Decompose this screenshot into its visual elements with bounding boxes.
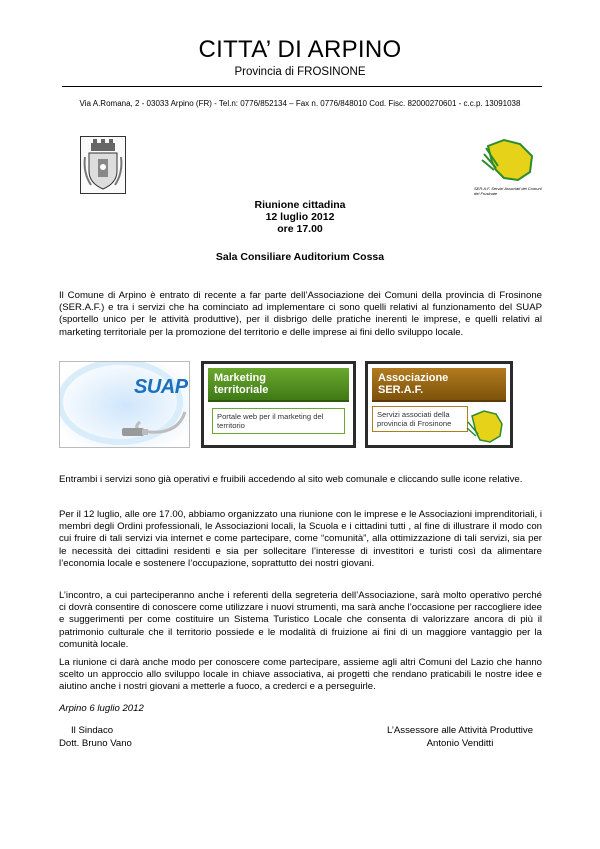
signature-assessore bbox=[370, 725, 550, 750]
paragraph-intro: Il Comune di Arpino è entrato di recente a far parte dell’Associazione dei Comuni della provincia di Frosinone (SER.A.F.) e tra i servizi che ha cominciato ad implementare ci sono quelli relativi al funzionamento del SUAP (sportello unico per le attività produttive), per il disbrigo delle pratiche inerenti le imprese, e quelli relativi al marketing territoriale per la promozione del territorio e delle imprese ai fini dello sviluppo locale. bbox=[59, 290, 542, 338]
meeting-title: Riunione cittadina bbox=[254, 199, 346, 211]
signature-sindaco bbox=[59, 725, 132, 750]
meeting-date: 12 luglio 2012 bbox=[265, 211, 335, 223]
paragraph-services: Entrambi i servizi sono già operativi e fruibili accedendo al sito web comunale e cliccando sulle icone relative. bbox=[59, 474, 523, 485]
marketing-title-line2: territoriale bbox=[214, 384, 269, 396]
marketing-title-line1: Marketing bbox=[214, 372, 266, 384]
suap-banner[interactable] bbox=[59, 361, 190, 448]
meeting-heading bbox=[0, 199, 600, 235]
province-subtitle: Provincia di FROSINONE bbox=[234, 66, 366, 78]
paragraph-lazio: La riunione ci darà anche modo per conoscere come partecipare, assieme agli altri Comuni del Lazio che hanno scelto un approccio allo sviluppo locale in chiave associativa, ai progetti che rendano praticabili le nostre idee e aiutino anche i nostri giovani a metterle a fuoco, a crederci e a perseguirle. bbox=[59, 657, 542, 693]
sindaco-role: Il Sindaco bbox=[71, 725, 114, 736]
marketing-subtitle: Portale web per il marketing del territorio bbox=[212, 408, 345, 434]
associazione-banner[interactable] bbox=[365, 361, 513, 448]
address-line: Via A.Romana, 2 - 03033 Arpino (FR) - Tel.n: 0776/852134 – Fax n. 0776/848010 Cod. Fisc. 82000270601 - c.c.p. 13091038 bbox=[79, 99, 521, 108]
paragraph-incontro: L’incontro, a cui parteciperanno anche i referenti della segreteria dell’Associazione, sarà molto operativo perché ci dovrà consentire di conoscere come utilizzare i nuovi strumenti, ma sarà anche l’occasione per raccogliere idee e suggerimenti per come costituire un Sistema Turistico Locale che consenta di valorizzare ancora di più il patrimonio culturale che il territorio possiede e le modalità di fruizione ai fini di un maggiore vantaggio per la comunità locale. bbox=[59, 590, 542, 650]
document-date: Arpino 6 luglio 2012 bbox=[59, 703, 144, 714]
sindaco-name: Dott. Bruno Vano bbox=[59, 737, 132, 749]
assessore-name: Antonio Venditti bbox=[426, 737, 494, 749]
associazione-title-line2: SER.A.F. bbox=[378, 384, 424, 396]
marketing-banner-header bbox=[208, 368, 349, 402]
paragraph-meeting: Per il 12 luglio, alle ore 17.00, abbiamo organizzato una riunione con le imprese e le Associazioni imprenditoriali, i membri degli Ordini professionali, le Associazioni locali, la Scuola e i cittadini tutti , al fine di illustrare il modo con cui fruire di tali servizi via internet e come partecipare, come “comunità”, alla ottimizzazione di tali servizi, sia per le necessità dei cittadini residenti e sia per sollecitare l’interesse di investitori e turisti così da alimentare l’economia locale e sostenere l’occupazione, soprattutto dei nostri giovani. bbox=[59, 509, 542, 569]
header-divider bbox=[62, 86, 542, 87]
suap-label: SUAP bbox=[134, 376, 188, 398]
province-map-icon bbox=[464, 408, 506, 446]
usb-cable-icon bbox=[60, 362, 190, 448]
associazione-banner-header bbox=[372, 368, 506, 402]
page-title: CITTA’ DI ARPINO bbox=[198, 36, 402, 63]
associazione-title-line1: Associazione bbox=[378, 372, 449, 384]
marketing-banner[interactable] bbox=[201, 361, 356, 448]
meeting-venue: Sala Consiliare Auditorium Cossa bbox=[215, 251, 385, 263]
seraf-logo-caption: SER.A.F. Servizi Associati dei Comuni del Frusinate bbox=[474, 186, 542, 196]
coat-of-arms-icon bbox=[80, 136, 126, 194]
assessore-role: L’Assessore alle Attività Produttive bbox=[386, 725, 534, 736]
meeting-time: ore 17.00 bbox=[277, 223, 323, 235]
associazione-subtitle: Servizi associati della provincia di Frosinone bbox=[372, 406, 468, 432]
